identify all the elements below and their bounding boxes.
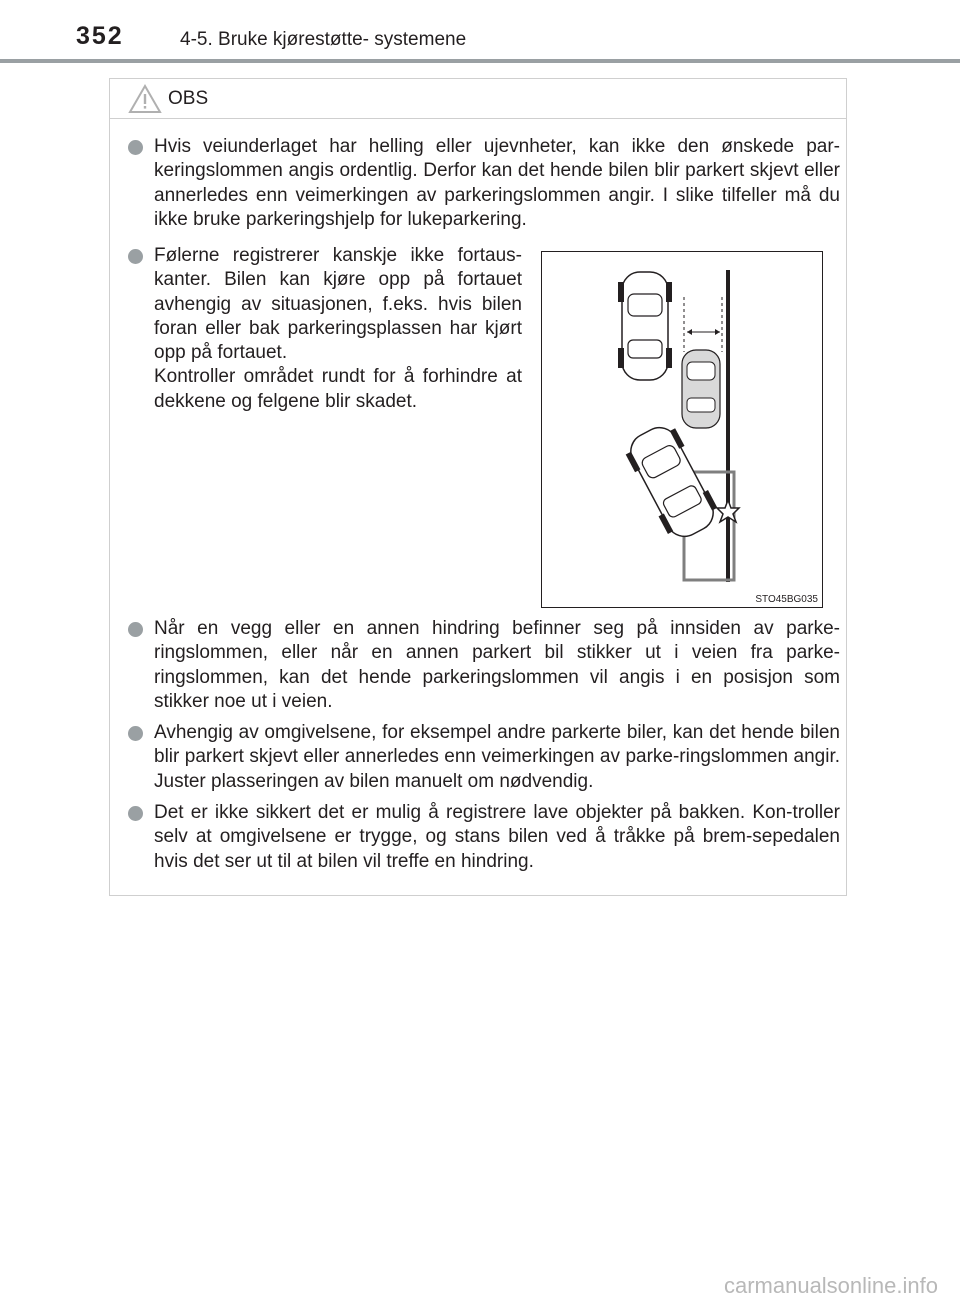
- page-number: 352: [76, 22, 124, 50]
- bullet-text: Når en vegg eller en annen hindring befinner seg på innsiden av parke-ringslommen, eller når en annen parkert bil stikker ut i veien fra parke-ringslommen, kan det hende parkeringslommen vil angis i en posisjon som stikker noe ut i veien.: [154, 618, 840, 712]
- bullet-curb-sensors: [154, 244, 522, 414]
- parking-diagram: [542, 252, 822, 607]
- reversing-car: [621, 419, 723, 544]
- bullet-low-objects: [154, 801, 840, 874]
- section-title: 4-5. Bruke kjørestøtte- systemene: [180, 29, 467, 50]
- parked-car-front: [618, 272, 672, 380]
- bullet-text: Følerne registrerer kanskje ikke fortaus-kanter. Bilen kan kjøre opp på fortauet avhengig av situasjonen, f.eks. hvis bilen foran eller bak parkeringsplassen har kjørt opp på fortauet.: [154, 245, 522, 364]
- bullet-dot: [128, 806, 143, 821]
- header-divider: [0, 59, 960, 63]
- bullet-obstacle-inside: [154, 617, 840, 714]
- obs-label: OBS: [168, 88, 209, 109]
- bullet-slope: [154, 135, 840, 232]
- obs-header: [110, 79, 846, 119]
- parked-car-middle: [682, 350, 720, 428]
- bullet-dot: [128, 249, 143, 264]
- bullet-text: Det er ikke sikkert det er mulig å registrere lave objekter på bakken. Kon-troller selv at omgivelsene er trygge, og stans bilen ved å tråkke på brem-sepedalen hvis det ser ut til at bilen vil treffe en hindring.: [154, 802, 840, 872]
- watermark: carmanualsonline.info: [723, 1273, 938, 1298]
- parking-illustration: [541, 251, 823, 608]
- bullet-text: Hvis veiunderlaget har helling eller ujevnheter, kan ikke den ønskede par-keringslommen angis ordentlig. Derfor kan det hende bilen blir parkert skjevt eller annerledes enn veimerkingen av parkeringslommen angir. I slike tilfeller må du ikke bruke parkeringshjelp for lukeparkering.: [154, 136, 840, 230]
- bullet-text: Avhengig av omgivelsene, for eksempel andre parkerte biler, kan det hende bilen blir parkert skjevt eller annerledes enn veimerkingen av parke-ringslommen angir. Juster plasseringen av bilen manuelt om nødvendig.: [154, 722, 840, 792]
- warning-triangle-icon: [128, 84, 162, 114]
- curb-line: [726, 270, 730, 582]
- bullet-text-continued: Kontroller området rundt for å forhindre at dekkene og felgene blir skadet.: [154, 366, 522, 412]
- bullet-surroundings: [154, 721, 840, 794]
- bullet-dot: [128, 140, 143, 155]
- bullet-dot: [128, 622, 143, 637]
- figure-code: STO45BG035: [755, 594, 818, 605]
- bullet-dot: [128, 726, 143, 741]
